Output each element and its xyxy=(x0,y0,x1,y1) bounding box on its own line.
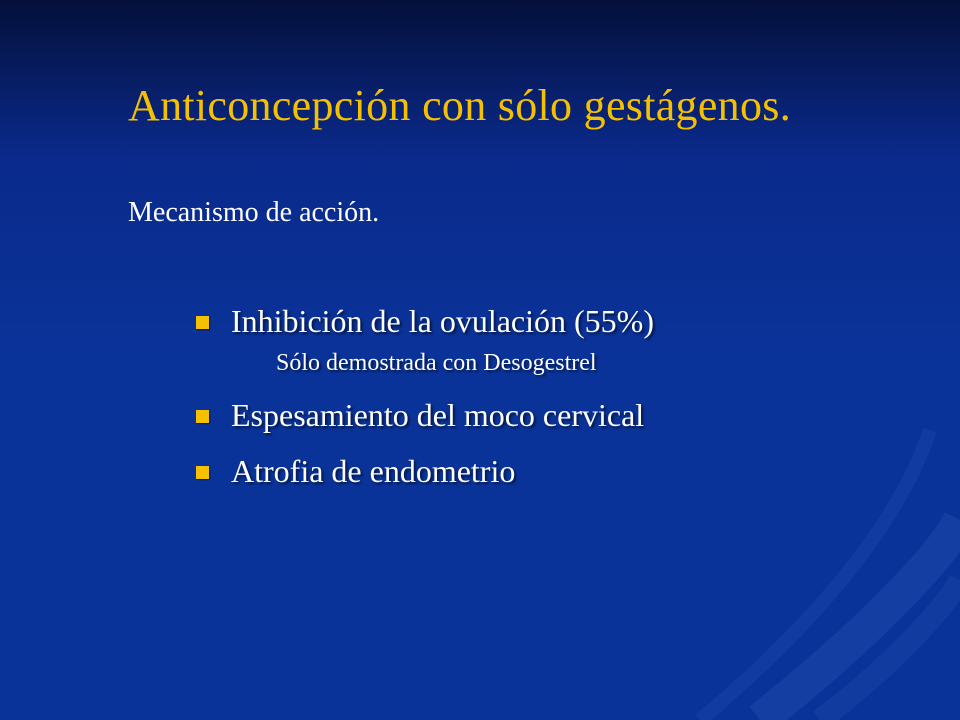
slide-subtitle: Mecanismo de acción. xyxy=(128,197,380,228)
square-bullet-icon xyxy=(196,466,209,479)
bullet-list xyxy=(196,301,654,491)
bullet-item-cervical-mucus xyxy=(196,395,654,435)
bullet-item-endometrium xyxy=(196,451,654,491)
bullet-text: Inhibición de la ovulación (55%) xyxy=(231,302,654,339)
bullet-text: Espesamiento del moco cervical xyxy=(231,396,645,433)
bullet-subnote: Sólo demostrada con Desogestrel xyxy=(276,350,597,376)
bullet-text: Atrofia de endometrio xyxy=(231,452,516,489)
square-bullet-icon xyxy=(196,316,209,329)
bullet-item-ovulation xyxy=(196,301,654,341)
square-bullet-icon xyxy=(196,410,209,423)
slide-title: Anticoncepción con sólo gestágenos. xyxy=(128,81,792,130)
